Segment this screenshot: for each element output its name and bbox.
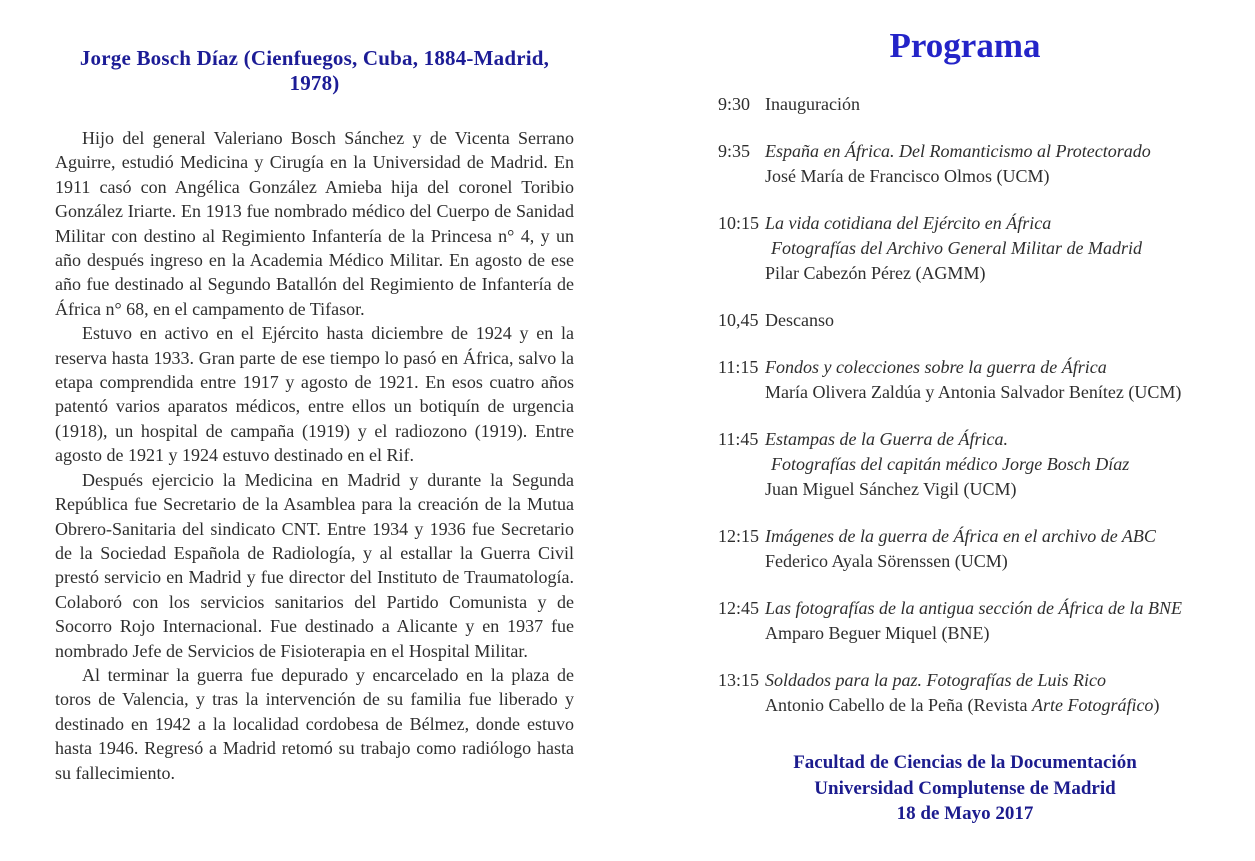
schedule-entry-lines [765,355,1230,405]
schedule-item-8 [718,596,1230,646]
schedule-entry-line: Imágenes de la guerra de África en el archivo de ABC [765,526,1156,546]
bio-paragraph-4: Al terminar la guerra fue depurado y encarcelado en la plaza de toros de Valencia, y tras la intervención de su familia fue liberado y destinado en 1942 a la localidad cordobesa de Bélmez, donde estuvo hasta 1946. Regresó a Madrid retomó su trabajo como radiólogo hasta su fallecimiento. [55,664,574,783]
schedule-entry-line: Amparo Beguer Miquel (BNE) [765,623,990,643]
schedule-entry-line: Antonio Cabello de la Peña (Revista Arte Fotográfico) [765,695,1160,715]
schedule-item-4 [718,308,1230,333]
schedule-entry-lines [765,92,1230,117]
schedule-item-3 [718,211,1230,286]
schedule-entry-lines [765,308,1230,333]
schedule-entry-line: Federico Ayala Sörenssen (UCM) [765,551,1008,571]
program-title: Programa [889,26,1041,65]
biography-title: Jorge Bosch Díaz (Cienfuegos, Cuba, 1884-Madrid, 1978) [79,46,550,95]
schedule-item-2 [718,139,1230,189]
schedule-time: 9:35 [718,141,751,161]
schedule-time: 11:15 [718,357,759,377]
schedule-item-1 [718,92,1230,117]
schedule-entry-line: España en África. Del Romanticismo al Protectorado [765,141,1151,161]
footer-line-2: Universidad Complutense de Madrid [814,777,1116,799]
schedule-entry-line: Inauguración [765,94,860,114]
schedule-entry-line: La vida cotidiana del Ejército en África [765,213,1052,233]
schedule-time: 10:15 [718,213,760,233]
schedule-item-7 [718,524,1230,574]
schedule-entry-line: Fotografías del Archivo General Militar de Madrid [771,238,1142,258]
schedule-time: 13:15 [718,670,760,690]
schedule-entry-line: Soldados para la paz. Fotografías de Luis Rico [765,670,1107,690]
schedule-entry-lines [765,668,1230,718]
biography-body [55,126,574,785]
schedule-entry-lines [765,139,1230,189]
schedule-entry-lines [765,211,1230,286]
schedule-entry-line: Descanso [765,310,834,330]
schedule-entry-lines [765,596,1230,646]
footer-line-3: 18 de Mayo 2017 [896,803,1034,824]
schedule-item-5 [718,355,1230,405]
schedule-entry-lines [765,427,1230,502]
schedule-time: 9:30 [718,94,751,114]
schedule-entry-lines [765,524,1230,574]
schedule-entry-line: Fondos y colecciones sobre la guerra de África [765,357,1107,377]
schedule-entry-line: Las fotografías de la antigua sección de África de la BNE [765,598,1182,618]
schedule-time: 10,45 [718,310,759,330]
bio-paragraph-3: Después ejercicio la Medicina en Madrid y durante la Segunda República fue Secretario de la Asamblea para la creación de la Mutua Obrero-Sanitaria del sindicato CNT. Entre 1934 y 1936 fue Secretario de la Sociedad Española de Radiología, y al estallar la Guerra Civil prestó servicio en Madrid y fue director del Instituto de Traumatología. Colaboró con los servicios sanitarios del Partido Comunista y de Socorro Rojo Internacional. Fue destinado a Alicante y en 1937 fue nombrado Jefe de Servicios de Fisioterapia en el Hospital Militar. [55,469,574,661]
schedule-entry-line: Fotografías del capitán médico Jorge Bosch Díaz [771,454,1130,474]
schedule-entry-line: José María de Francisco Olmos (UCM) [765,166,1050,186]
program-footer [700,750,1230,827]
schedule-entry-line: María Olivera Zaldúa y Antonia Salvador Benítez (UCM) [765,382,1182,402]
schedule-entry-line: Juan Miguel Sánchez Vigil (UCM) [765,479,1017,499]
schedule-item-6 [718,427,1230,502]
schedule-time: 11:45 [718,429,759,449]
bio-paragraph-2: Estuvo en activo en el Ejército hasta diciembre de 1924 y en la reserva hasta 1933. Gran parte de ese tiempo lo pasó en África, salvo la etapa comprendida entre 1917 y agosto de 1921. En esos cuatro años patentó varios aparatos médicos, entre ellos un botiquín de urgencia (1918), un hospital de campaña (1919) y el radiozono (1919). Entre agosto de 1921 y 1924 estuvo destinado en el Rif. [55,323,574,466]
schedule-time: 12:15 [718,526,760,546]
footer-line-1: Facultad de Ciencias de la Documentación [793,752,1137,773]
program-page [700,26,1230,827]
biography-page [55,46,574,785]
schedule-item-9 [718,668,1230,718]
program-schedule [700,92,1230,718]
schedule-entry-line: Estampas de la Guerra de África. [765,429,1008,449]
schedule-entry-line: Pilar Cabezón Pérez (AGMM) [765,263,986,283]
schedule-time: 12:45 [718,598,760,618]
bio-paragraph-1: Hijo del general Valeriano Bosch Sánchez y de Vicenta Serrano Aguirre, estudió Medicina y Cirugía en la Universidad de Madrid. En 1911 casó con Angélica González Amieba hija del coronel Toribio González Iriarte. En 1913 fue nombrado médico del Cuerpo de Sanidad Militar con destino al Regimiento Infantería de la Princesa n° 4, y un año después ingreso en la Academia Médico Militar. En agosto de ese año fue destinado al Segundo Batallón del Regimiento de Infantería de África n° 68, en el campamento de Tifasor. [55,128,574,319]
